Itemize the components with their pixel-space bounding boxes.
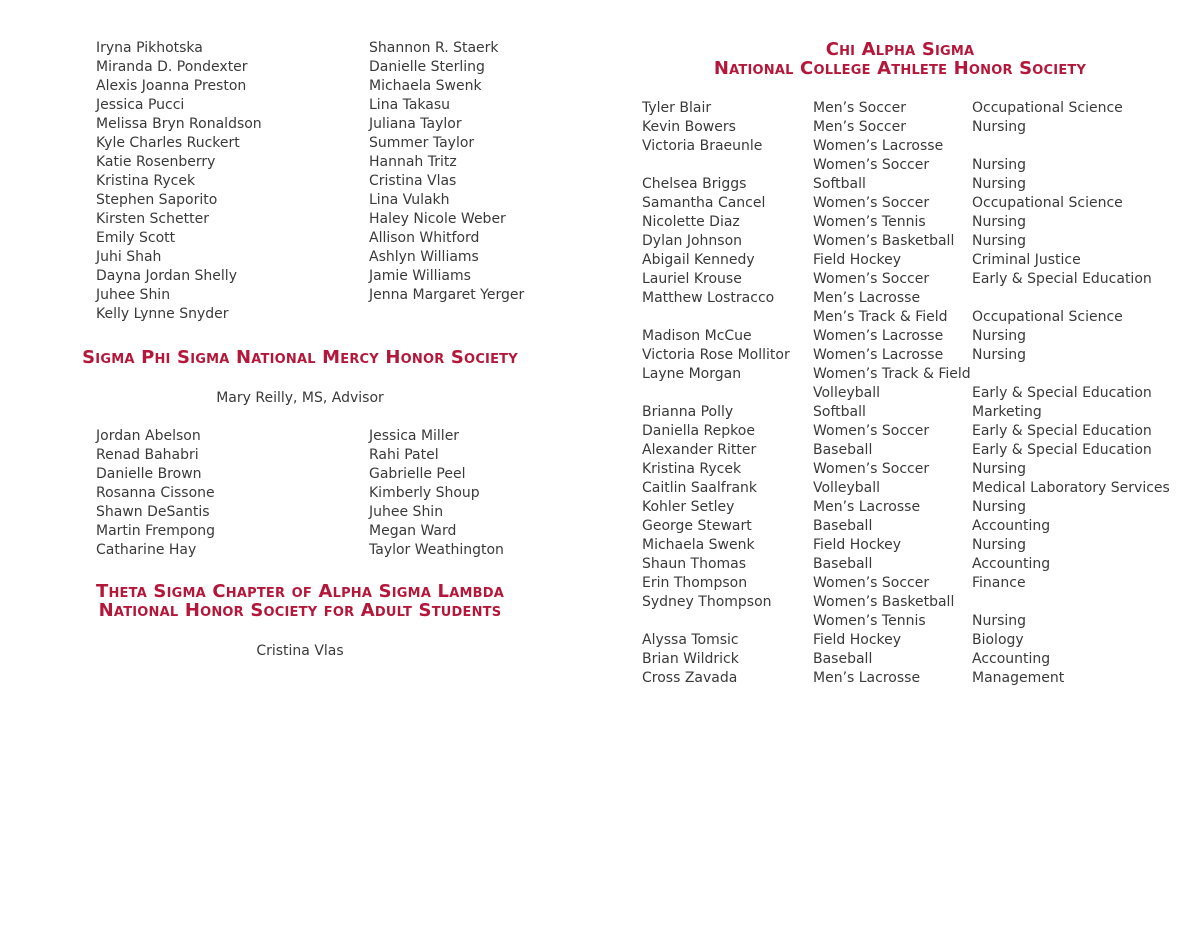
athlete-row — [642, 289, 1172, 308]
athlete-major: Nursing — [972, 157, 1027, 173]
athlete-name: George Stewart — [642, 518, 752, 534]
theta-sigma-member: Cristina Vlas — [256, 643, 344, 659]
athlete-row — [642, 631, 1172, 650]
athlete-row — [642, 327, 1172, 346]
sigma-phi-sigma-heading: Sigma Phi Sigma National Mercy Honor Society — [82, 347, 518, 368]
athlete-name — [642, 612, 813, 631]
sigma-phi-member-name: Danielle Brown — [96, 466, 202, 482]
athlete-name: Dylan Johnson — [642, 233, 743, 249]
athlete-name: Layne Morgan — [642, 366, 742, 382]
honor-roll-name: Allison Whitford — [369, 230, 480, 246]
sigma-phi-member-name: Gabrielle Peel — [369, 466, 466, 482]
athlete-row — [642, 612, 1172, 631]
athlete-name: Victoria Rose Mollitor — [642, 347, 790, 363]
athlete-sport: Women’s Tennis — [813, 613, 926, 629]
athlete-major — [972, 365, 1172, 384]
athlete-name: Sydney Thompson — [642, 594, 772, 610]
athlete-name: Victoria Braeunle — [642, 138, 763, 154]
honor-roll-name: Jamie Williams — [369, 268, 471, 284]
athlete-row — [642, 365, 1172, 384]
athlete-row — [642, 270, 1172, 289]
athlete-name: Abigail Kennedy — [642, 252, 755, 268]
athlete-sport: Men’s Lacrosse — [813, 290, 921, 306]
athlete-major: Early & Special Education — [972, 385, 1152, 401]
athlete-sport: Baseball — [813, 518, 873, 534]
athlete-sport: Volleyball — [813, 385, 880, 401]
athlete-major — [972, 137, 1172, 156]
honor-roll-name: Alexis Joanna Preston — [96, 78, 247, 94]
athlete-major: Accounting — [972, 651, 1051, 667]
sigma-phi-advisor: Mary Reilly, MS, Advisor — [216, 390, 384, 406]
athlete-name — [642, 384, 813, 403]
athlete-row — [642, 422, 1172, 441]
honor-roll-name: Cristina Vlas — [369, 173, 457, 189]
athlete-sport: Women’s Track & Field — [813, 366, 971, 382]
athlete-name: Brianna Polly — [642, 404, 734, 420]
athlete-name: Caitlin Saalfrank — [642, 480, 758, 496]
athlete-name: Kevin Bowers — [642, 119, 736, 135]
athlete-sport: Women’s Soccer — [813, 461, 930, 477]
honor-roll-name: Kelly Lynne Snyder — [96, 306, 229, 322]
athlete-sport: Women’s Lacrosse — [813, 138, 944, 154]
athlete-major: Accounting — [972, 518, 1051, 534]
athlete-sport: Men’s Soccer — [813, 119, 906, 135]
athlete-name: Cross Zavada — [642, 670, 738, 686]
athlete-row — [642, 460, 1172, 479]
athlete-row — [642, 479, 1172, 498]
athlete-sport: Women’s Tennis — [813, 214, 926, 230]
athlete-row — [642, 498, 1172, 517]
honor-roll-name: Dayna Jordan Shelly — [96, 268, 237, 284]
athlete-sport: Field Hockey — [813, 632, 902, 648]
sigma-phi-left-column — [96, 427, 215, 560]
sigma-phi-member-name: Megan Ward — [369, 523, 457, 539]
theta-sigma-heading-line2: National Honor Society for Adult Students — [98, 600, 502, 621]
athlete-name: Matthew Lostracco — [642, 290, 775, 306]
athlete-sport: Women’s Soccer — [813, 157, 930, 173]
athlete-name — [642, 156, 813, 175]
sigma-phi-member-name: Shawn DeSantis — [96, 504, 210, 520]
athlete-name: Michaela Swenk — [642, 537, 755, 553]
athlete-name: Samantha Cancel — [642, 195, 766, 211]
honor-roll-name: Lina Vulakh — [369, 192, 450, 208]
athlete-major: Nursing — [972, 214, 1027, 230]
theta-sigma-heading-line1: Theta Sigma Chapter of Alpha Sigma Lambda — [96, 581, 504, 602]
athlete-major: Nursing — [972, 328, 1027, 344]
athlete-sport: Women’s Soccer — [813, 423, 930, 439]
athlete-name: Daniella Repkoe — [642, 423, 755, 439]
athlete-major: Nursing — [972, 537, 1027, 553]
athlete-row — [642, 346, 1172, 365]
athlete-sport: Women’s Soccer — [813, 271, 930, 287]
athlete-sport: Women’s Soccer — [813, 575, 930, 591]
athlete-name: Kristina Rycek — [642, 461, 742, 477]
athlete-major: Nursing — [972, 347, 1027, 363]
athlete-row — [642, 194, 1172, 213]
athlete-name — [642, 308, 813, 327]
athlete-sport: Field Hockey — [813, 252, 902, 268]
honor-roll-name: Kirsten Schetter — [96, 211, 209, 227]
athlete-sport: Women’s Lacrosse — [813, 347, 944, 363]
athlete-name: Tyler Blair — [642, 100, 712, 116]
honor-roll-name: Iryna Pikhotska — [96, 40, 203, 56]
athlete-row — [642, 251, 1172, 270]
athlete-name: Brian Wildrick — [642, 651, 739, 667]
honor-roll-name: Emily Scott — [96, 230, 176, 246]
athlete-row — [642, 308, 1172, 327]
honor-roll-name: Melissa Bryn Ronaldson — [96, 116, 262, 132]
athlete-sport: Softball — [813, 176, 866, 192]
athlete-row — [642, 213, 1172, 232]
athlete-major: Criminal Justice — [972, 252, 1081, 268]
sigma-phi-member-name: Taylor Weathington — [369, 542, 504, 558]
honor-roll-left-column — [96, 39, 262, 324]
athlete-row — [642, 137, 1172, 156]
athlete-sport: Men’s Lacrosse — [813, 670, 921, 686]
honor-roll-name: Summer Taylor — [369, 135, 475, 151]
athlete-major: Management — [972, 670, 1065, 686]
sigma-phi-member-name: Rahi Patel — [369, 447, 439, 463]
honor-roll-right-column — [369, 39, 524, 305]
athlete-major: Occupational Science — [972, 195, 1123, 211]
athlete-row — [642, 669, 1172, 688]
athlete-row — [642, 175, 1172, 194]
athlete-major: Early & Special Education — [972, 442, 1152, 458]
athlete-major: Biology — [972, 632, 1024, 648]
athlete-name: Alexander Ritter — [642, 442, 757, 458]
athlete-major: Nursing — [972, 233, 1027, 249]
honor-roll-name: Juliana Taylor — [369, 116, 462, 132]
athlete-sport: Women’s Lacrosse — [813, 328, 944, 344]
honor-roll-name: Juhee Shin — [96, 287, 171, 303]
athlete-major: Marketing — [972, 404, 1042, 420]
sigma-phi-member-name: Jessica Miller — [369, 428, 460, 444]
honor-roll-name: Miranda D. Pondexter — [96, 59, 248, 75]
athlete-major: Nursing — [972, 499, 1027, 515]
athlete-sport: Field Hockey — [813, 537, 902, 553]
sigma-phi-member-name: Rosanna Cissone — [96, 485, 215, 501]
honor-roll-name: Katie Rosenberry — [96, 154, 216, 170]
athlete-row — [642, 441, 1172, 460]
honor-roll-name: Ashlyn Williams — [369, 249, 479, 265]
athlete-name: Alyssa Tomsic — [642, 632, 739, 648]
athlete-row — [642, 384, 1172, 403]
athlete-name: Madison McCue — [642, 328, 752, 344]
athlete-major: Accounting — [972, 556, 1051, 572]
athlete-name: Lauriel Krouse — [642, 271, 742, 287]
athlete-major: Nursing — [972, 119, 1027, 135]
sigma-phi-member-name: Jordan Abelson — [96, 428, 201, 444]
honor-roll-name: Danielle Sterling — [369, 59, 485, 75]
athlete-sport: Women’s Basketball — [813, 594, 955, 610]
athlete-major: Nursing — [972, 613, 1027, 629]
honor-roll-name: Shannon R. Staerk — [369, 40, 499, 56]
athlete-sport: Softball — [813, 404, 866, 420]
honor-roll-name: Jenna Margaret Yerger — [369, 287, 525, 303]
sigma-phi-member-name: Catharine Hay — [96, 542, 197, 558]
sigma-phi-right-column — [369, 427, 504, 560]
athlete-row — [642, 650, 1172, 669]
athlete-row — [642, 232, 1172, 251]
athlete-sport: Men’s Track & Field — [813, 309, 948, 325]
athlete-name: Shaun Thomas — [642, 556, 747, 572]
athlete-row — [642, 517, 1172, 536]
athlete-major: Nursing — [972, 176, 1027, 192]
athlete-major: Finance — [972, 575, 1026, 591]
athlete-name: Chelsea Briggs — [642, 176, 747, 192]
athlete-row — [642, 536, 1172, 555]
athlete-sport: Baseball — [813, 442, 873, 458]
athlete-name: Kohler Setley — [642, 499, 735, 515]
chi-alpha-sigma-table — [642, 99, 1172, 688]
honor-roll-name: Jessica Pucci — [96, 97, 185, 113]
athlete-sport: Women’s Basketball — [813, 233, 955, 249]
athlete-sport: Baseball — [813, 556, 873, 572]
athlete-major: Medical Laboratory Services — [972, 480, 1170, 496]
athlete-major: Occupational Science — [972, 309, 1123, 325]
athlete-name: Erin Thompson — [642, 575, 748, 591]
athlete-name: Nicolette Diaz — [642, 214, 740, 230]
athlete-row — [642, 118, 1172, 137]
honor-roll-name: Lina Takasu — [369, 97, 451, 113]
athlete-row — [642, 403, 1172, 422]
honor-roll-name: Haley Nicole Weber — [369, 211, 506, 227]
athlete-major — [972, 593, 1172, 612]
honor-roll-name: Kyle Charles Ruckert — [96, 135, 240, 151]
sigma-phi-member-name: Juhee Shin — [369, 504, 444, 520]
athlete-row — [642, 555, 1172, 574]
honor-roll-name: Michaela Swenk — [369, 78, 482, 94]
athlete-sport: Volleyball — [813, 480, 880, 496]
athlete-row — [642, 99, 1172, 118]
athlete-sport: Men’s Lacrosse — [813, 499, 921, 515]
athlete-sport: Women’s Soccer — [813, 195, 930, 211]
honor-roll-name: Hannah Tritz — [369, 154, 457, 170]
chi-alpha-sigma-heading-line2: National College Athlete Honor Society — [713, 58, 1087, 79]
athlete-row — [642, 156, 1172, 175]
athlete-sport: Men’s Soccer — [813, 100, 906, 116]
chi-alpha-sigma-heading-line1: Chi Alpha Sigma — [825, 39, 975, 60]
athlete-major: Early & Special Education — [972, 271, 1152, 287]
athlete-major: Nursing — [972, 461, 1027, 477]
sigma-phi-member-name: Kimberly Shoup — [369, 485, 480, 501]
athlete-major: Occupational Science — [972, 100, 1123, 116]
honor-roll-name: Kristina Rycek — [96, 173, 196, 189]
athlete-row — [642, 574, 1172, 593]
athlete-row — [642, 593, 1172, 612]
honor-roll-name: Juhi Shah — [96, 249, 162, 265]
sigma-phi-member-name: Martin Frempong — [96, 523, 216, 539]
athlete-sport: Baseball — [813, 651, 873, 667]
honor-roll-name: Stephen Saporito — [96, 192, 218, 208]
athlete-major — [972, 289, 1172, 308]
sigma-phi-member-name: Renad Bahabri — [96, 447, 199, 463]
athlete-major: Early & Special Education — [972, 423, 1152, 439]
